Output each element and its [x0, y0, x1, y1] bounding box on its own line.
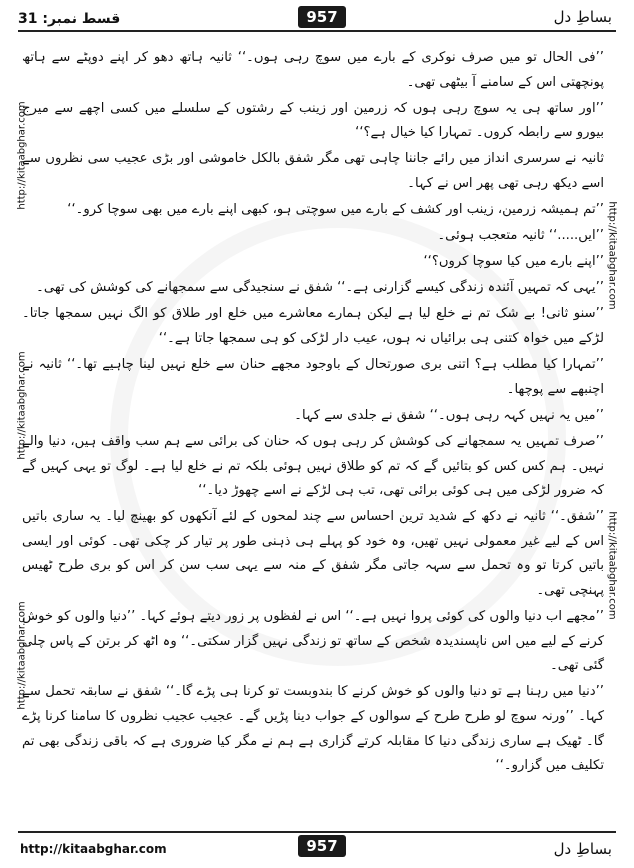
header-divider: [18, 30, 616, 32]
episode-label: قسط نمبر: 31: [18, 11, 121, 27]
paragraph: ’’تمہارا کیا مطلب ہے؟ اتنی بری صورتحال کے باوجود مجھے حنان سے خلع نہیں لینا چاہیے تھا۔‘‘ ثانیہ نے اچنبھے سے پوچھا۔: [22, 357, 604, 397]
paragraph: ’’میں یہ نہیں کہہ رہی ہوں۔‘‘ شفق نے جلدی سے کہا۔: [294, 407, 604, 423]
paragraph: ’’یہی کہ تمہیں آئندہ زندگی کیسے گزارنی ہے۔‘‘ شفق نے سنجیدگی سے سمجھانے کی کوشش کی تھی۔: [36, 280, 604, 296]
paragraph: ’’اور ساتھ ہی یہ سوچ رہی ہوں کہ زرمین اور زینب کے رشتوں کے سلسلے میں کسی اچھے سے میرج بیورو سے رابطہ کروں۔ تمہارا کیا خیال ہے؟‘‘: [22, 100, 604, 141]
side-url-right-2[interactable]: http://kitaabghar.com: [606, 511, 618, 620]
footer-book-title: بساطِ دل: [553, 840, 612, 858]
page-number-top: 957: [298, 6, 346, 28]
paragraph: ’’ایں.....‘‘ ثانیہ متعجب ہوئی۔: [437, 228, 604, 244]
side-url-left-1[interactable]: http://kitaabghar.com: [16, 101, 28, 210]
page-footer: [0, 838, 634, 868]
paragraph: ’’دنیا میں رہنا ہے تو دنیا والوں کو خوش کرنے کا بندوبست تو کرنا ہی پڑے گا۔‘‘ شفق نے سابقہ تحمل سے کہا۔ ’’ورنہ سوچ لو طرح طرح کے سوالوں کے جواب دینا پڑیں گے۔ عجیب عجیب نظروں کا سامنا کرنا پڑے گا۔ ٹھیک ہے ساری زندگی دنیا کا مقابلہ کرتے گزاری ہے ہم نے مگر کیا ضروری ہے کہ باقی زندگی بھی تم تکلیف میں گزارو۔‘‘: [22, 684, 605, 774]
side-url-left-2[interactable]: http://kitaabghar.com: [16, 351, 28, 460]
footer-url-link[interactable]: http://kitaabghar.com: [20, 842, 167, 856]
book-title: بساطِ دل: [553, 8, 612, 26]
footer-divider: [18, 831, 616, 833]
paragraph: ’’فی الحال تو میں صرف نوکری کے بارے میں سوچ رہی ہوں۔‘‘ ثانیہ ہاتھ دھو کر اپنے دوپٹے سے ہاتھ پونچھتی اس کے سامنے آ بیٹھی تھی۔: [22, 50, 604, 90]
paragraph: ’’شفق۔‘‘ ثانیہ نے دکھ کے شدید ترین احساس سے چند لمحوں کے لئے آنکھوں کو بھینچ لیا۔ یہ ساری باتیں اس کے لیے غیر معمولی نہیں تھیں، وہ خود کو پہلے ہی ذہنی طور پر تیار کر چکی تھی۔ کوئی اور ایسی باتیں کرتا تو وہ تحمل سے سہہ جاتی مگر شفق کے منہ سے یہی سب سن کر اس کو بری طرح ٹھیس پہنچی تھی۔: [22, 509, 604, 598]
paragraph: ’’تم ہمیشہ زرمین، زینب اور کشف کے بارے میں سوچتی ہو، کبھی اپنے بارے میں بھی سوچا کرو۔‘‘: [67, 202, 604, 218]
side-url-left-3[interactable]: http://kitaabghar.com: [16, 601, 28, 710]
page-number-bottom: 957: [298, 835, 346, 857]
story-text: [22, 46, 604, 826]
side-url-right-1[interactable]: http://kitaabghar.com: [606, 201, 618, 310]
paragraph: ’’اپنے بارے میں کیا سوچا کروں؟‘‘: [423, 254, 604, 270]
paragraph: ثانیہ نے سرسری انداز میں رائے جاننا چاہی تھی مگر شفق بالکل خاموشی اور بڑی عجیب سی نظروں سے اسے دیکھ رہی تھی پھر اس نے کہا۔: [22, 151, 604, 191]
paragraph: ’’صرف تمہیں یہ سمجھانے کی کوشش کر رہی ہوں کہ حنان کی برائی سے ہم سب واقف ہیں، دنیا والے نہیں۔ ہم کس کس کو بتائیں گے کہ تم کو طلاق نہیں ہوئی بلکہ تم نے خلع لیا ہے۔ لوگ تو یہی کہیں گے کہ ضرور لڑکی میں ہی کوئی برائی تھی، تب ہی لڑکے نے اسے چھوڑ دیا۔‘‘: [22, 433, 604, 499]
paragraph: ’’سنو ثانی! بے شک تم نے خلع لیا ہے لیکن ہمارے معاشرے میں خلع اور طلاق کو الگ نہیں سمجھا جاتا۔ لڑکے میں خواہ کتنی ہی برائیاں نہ ہوں، عیب دار لڑکی کو ہی سمجھا جاتا ہے۔‘‘: [22, 306, 604, 347]
paragraph: ’’مجھے اب دنیا والوں کی کوئی پروا نہیں ہے۔‘‘ اس نے لفظوں پر زور دیتے ہوئے کہا۔ ’’دنیا والوں کو خوش کرنے کے لیے میں اس ناپسندیدہ شخص کے ساتھ تو زندگی نہیں گزار سکتی۔‘‘ وہ اٹھ کر برتن کے پاس چلی گئی تھی۔: [22, 609, 604, 674]
